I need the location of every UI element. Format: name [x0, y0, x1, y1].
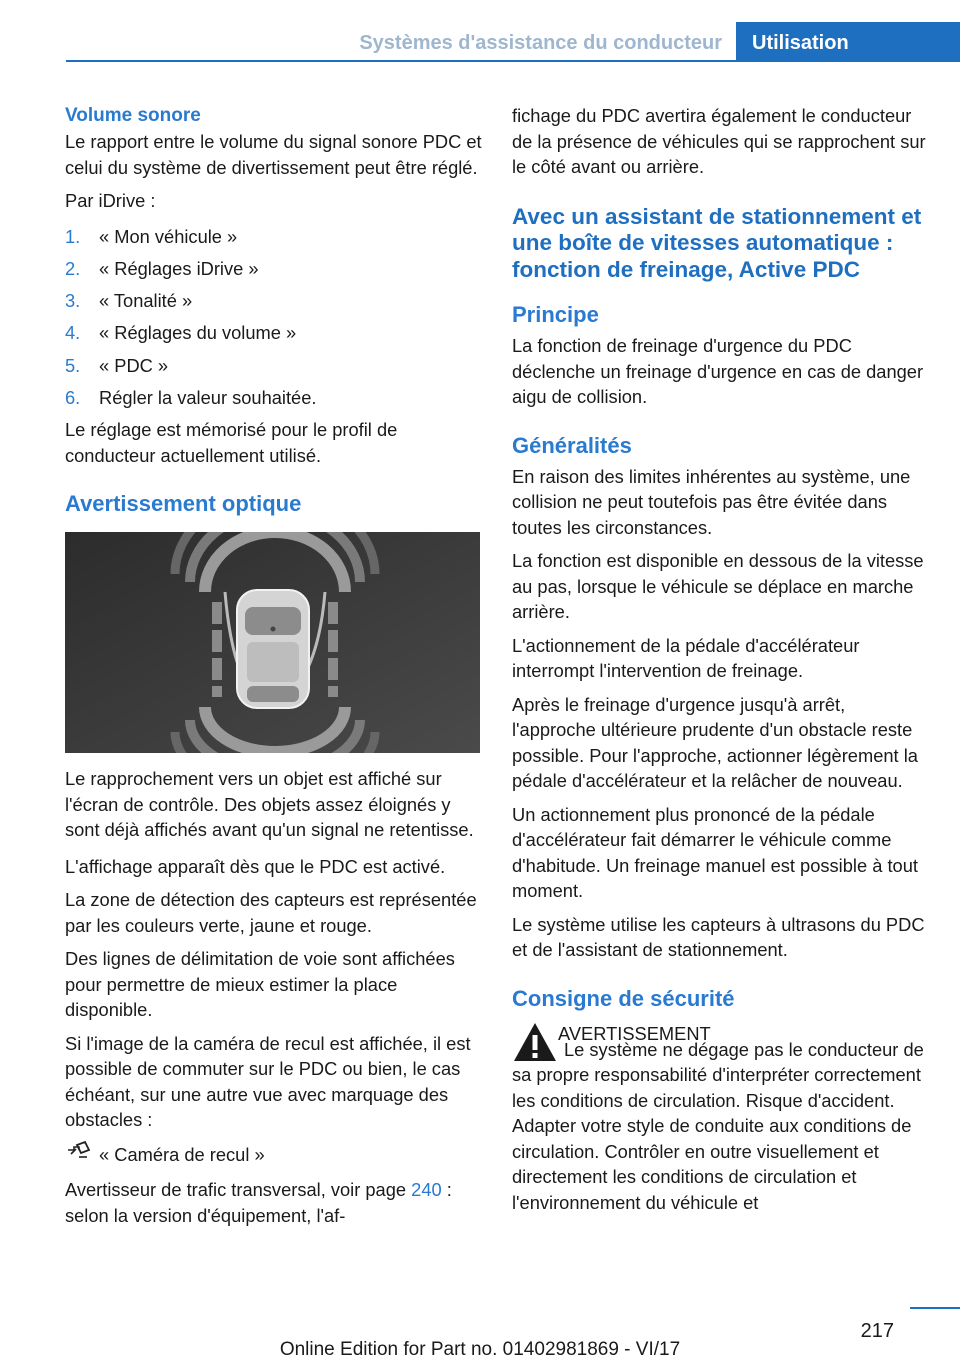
step-number: 1. — [65, 225, 81, 247]
cross-traffic-text-start: Avertisseur de trafic transversal, voir page — [65, 1179, 407, 1201]
camera-option-label: « Caméra de recul » — [99, 1144, 265, 1166]
optical-warning-title: Avertissement optique — [65, 491, 302, 517]
page-number: 217 — [860, 1320, 894, 1342]
step-text: Régler la valeur souhaitée. — [99, 386, 317, 408]
list-item — [65, 385, 483, 411]
section-heading: Avec un assistant de stationnement et une boîte de vitesses automatique : fonction de freinage, Active PDC — [512, 203, 922, 282]
volume-text: Le rapport entre le volume du signal sonore PDC et celui du système de divertissement peut être réglé. — [65, 131, 482, 178]
warning-block — [512, 1021, 932, 1216]
list-item — [65, 353, 483, 379]
footer-rule — [910, 1307, 960, 1309]
list-item — [65, 288, 483, 314]
continued-text: fichage du PDC avertira également le conducteur de la présence de véhicules qui se rapprochent sur le côté avant ou arrière. — [512, 105, 926, 177]
page-reference-link[interactable]: 240 — [411, 1179, 442, 1201]
cross-traffic-text — [65, 1177, 483, 1228]
cross-traffic-text-end: : selon la version d'équipement, l'af- — [65, 1179, 452, 1226]
list-item — [65, 320, 483, 346]
rear-camera-icon — [65, 1141, 99, 1170]
step-text: « Mon véhicule » — [99, 225, 238, 247]
general-text-4: Après le freinage d'urgence jusqu'à arrêt, l'approche ultérieure prudente d'un obstacle reste possible. Pour l'approche, actionner légèrement la pédale d'accélérateur et la relâcher de nouveau. — [512, 693, 918, 791]
warning-label: AVERTISSEMENT — [558, 1022, 711, 1044]
right-column — [512, 103, 932, 1223]
list-item — [65, 224, 483, 250]
step-number: 2. — [65, 257, 81, 279]
lane-lines-text: Des lignes de délimitation de voie sont affichées pour permettre de mieux estimer la place disponible. — [65, 948, 455, 1021]
approach-text: Le rapprochement vers un objet est affiché sur l'écran de contrôle. Des objets assez éloignés y sont déjà affichés avant qu'un signal ne retentisse. — [65, 768, 474, 841]
camera-option — [65, 1141, 483, 1170]
camera-switch-text: Si l'image de la caméra de recul est affichée, il est possible de commuter sur le PDC ou bien, le cas échéant, sur une autre vue avec marquage des obstacles : — [65, 1032, 471, 1131]
pdc-display-illustration — [65, 532, 480, 753]
step-text: « Réglages du volume » — [99, 322, 297, 344]
volume-title: Volume sonore — [65, 105, 201, 126]
general-text-1: En raison des limites inhérentes au système, une collision ne peut toutefois pas être évitée dans toutes les circonstances. — [512, 465, 911, 538]
warning-text: Le système ne dégage pas le conducteur de sa propre responsabilité d'interpréter correctement les conditions de circulation. Risque d'accident. Adapter votre style de conduite aux conditions de circulation. Contrôler en outre visuellement et directement les conditions de circulation et l'environnement du véhicule et — [512, 1038, 924, 1213]
idrive-intro: Par iDrive : — [65, 190, 156, 211]
step-number: 5. — [65, 354, 81, 376]
general-text-5: Un actionnement plus prononcé de la pédale d'accélérateur fait démarrer le véhicule comme d'habitude. Un freinage manuel est possible à tout moment. — [512, 803, 918, 901]
step-number: 3. — [65, 290, 81, 312]
principle-title: Principe — [512, 302, 599, 327]
left-column — [65, 103, 483, 1236]
detection-zone-text: La zone de détection des capteurs est représentée par les couleurs verte, jaune et rouge. — [65, 889, 477, 936]
step-number: 4. — [65, 322, 81, 344]
step-text: « PDC » — [99, 354, 169, 376]
principle-text: La fonction de freinage d'urgence du PDC déclenche un freinage d'urgence en cas de danger aigu de collision. — [512, 335, 924, 407]
display-activation-text: L'affichage apparaît dès que le PDC est activé. — [65, 855, 446, 877]
header-rule — [66, 60, 960, 62]
pdc-display-image — [65, 532, 480, 753]
safety-title: Consigne de sécurité — [512, 985, 735, 1011]
general-text-3: L'actionnement de la pédale d'accélérateur interrompt l'intervention de freinage. — [512, 634, 860, 681]
general-text-6: Le système utilise les capteurs à ultrasons du PDC et de l'assistant de stationnement. — [512, 913, 925, 960]
step-number: 6. — [65, 386, 81, 408]
idrive-steps — [65, 224, 483, 411]
step-text: « Tonalité » — [99, 290, 193, 312]
edition-line: Online Edition for Part no. 01402981869 - VI/17 — [279, 1339, 681, 1360]
step-text: « Réglages iDrive » — [99, 257, 259, 279]
header-section-title: Systèmes d'assistance du conducteur — [359, 32, 722, 54]
header-chapter-tab: Utilisation — [736, 22, 960, 62]
general-text-2: La fonction est disponible en dessous de la vitesse au pas, lorsque le véhicule se déplace en marche arrière. — [512, 550, 924, 622]
warning-triangle-icon — [512, 1021, 558, 1063]
general-title: Généralités — [512, 432, 632, 458]
list-item — [65, 256, 483, 282]
saved-text: Le réglage est mémorisé pour le profil de conducteur actuellement utilisé. — [65, 419, 398, 466]
